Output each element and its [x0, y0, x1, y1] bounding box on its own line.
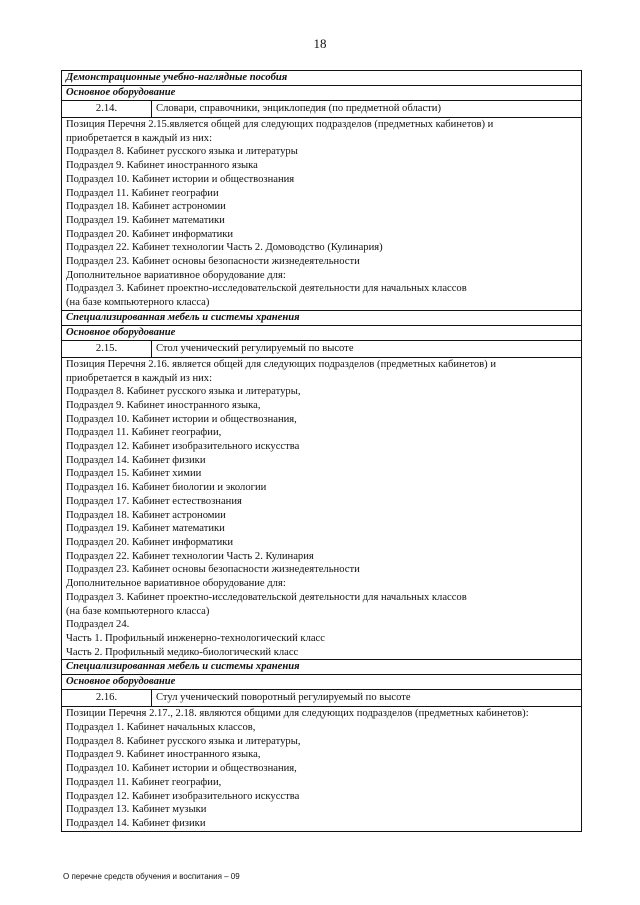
item-number: 2.14. [62, 101, 152, 118]
note-line: Подраздел 3. Кабинет проектно-исследовательской деятельности для начальных классов [66, 283, 467, 295]
note-line: Подраздел 11. Кабинет географии [66, 187, 219, 199]
note-line: (на базе компьютерного класса) [66, 605, 210, 617]
note-line: Подраздел 22. Кабинет технологии Часть 2. Кулинария [66, 550, 314, 562]
note-line: Подраздел 12. Кабинет изобразительного искусства [66, 441, 300, 453]
item-name: Словари, справочники, энциклопедия (по предметной области) [152, 101, 582, 118]
note-line: Подраздел 14. Кабинет физики [66, 817, 206, 829]
section-heading: Специализированная мебель и системы хранения [62, 660, 582, 675]
note-line: Подраздел 12. Кабинет изобразительного искусства [66, 790, 300, 802]
note-line: Часть 2. Профильный медико-биологический класс [66, 646, 299, 658]
item-number: 2.16. [62, 690, 152, 707]
footer-note: О перечне средств обучения и воспитания – 09 [63, 872, 240, 881]
note-line: Подраздел 9. Кабинет иностранного языка, [66, 399, 261, 411]
item-name: Стол ученический регулируемый по высоте [152, 340, 582, 357]
note-line: Подраздел 15. Кабинет химии [66, 468, 202, 480]
section-heading: Демонстрационные учебно-наглядные пособия [62, 71, 582, 86]
note-line: Подраздел 16. Кабинет биологии и экологии [66, 482, 267, 494]
note-line: (на базе компьютерного класса) [66, 297, 210, 309]
note-line: Подраздел 10. Кабинет истории и обществознания, [66, 413, 297, 425]
item-number: 2.15. [62, 340, 152, 357]
item-name: Стул ученический поворотный регулируемый по высоте [152, 690, 582, 707]
note-line: Позиция Перечня 2.15.является общей для следующих подразделов (предметных кабинетов) и [66, 119, 494, 130]
note-line: Подраздел 8. Кабинет русского языка и литературы, [66, 386, 301, 398]
note-line: Подраздел 24. [66, 619, 130, 631]
note-line: Позиция Перечня 2.16. является общей для следующих подразделов (предметных кабинетов) и [66, 358, 497, 370]
note-line: Подраздел 18. Кабинет астрономии [66, 201, 226, 213]
note-line: Подраздел 20. Кабинет информатики [66, 536, 234, 548]
note-cell [62, 357, 582, 659]
note-line: Подраздел 17. Кабинет естествознания [66, 495, 242, 507]
note-line: Подраздел 10. Кабинет истории и обществознания [66, 173, 295, 185]
equipment-table [61, 70, 582, 832]
note-line: Подраздел 19. Кабинет математики [66, 523, 225, 535]
page-number: 18 [313, 36, 327, 51]
note-line: Подраздел 18. Кабинет астрономии [66, 509, 226, 521]
note-line: Дополнительное вариативное оборудование для: [66, 269, 286, 281]
subsection-heading: Основное оборудование [62, 675, 582, 690]
note-cell [62, 707, 582, 831]
note-line: Подраздел 19. Кабинет математики [66, 214, 225, 226]
note-line: Подраздел 11. Кабинет географии, [66, 776, 222, 788]
note-line: Подраздел 10. Кабинет истории и обществознания, [66, 763, 297, 775]
section-heading: Специализированная мебель и системы хранения [62, 310, 582, 325]
note-line: Дополнительное вариативное оборудование для: [66, 578, 286, 590]
note-line: Подраздел 11. Кабинет географии, [66, 427, 222, 439]
subsection-heading: Основное оборудование [62, 86, 582, 101]
note-line: Подраздел 13. Кабинет музыки [66, 804, 207, 816]
note-line: Подраздел 8. Кабинет русского языка и литературы [66, 146, 298, 158]
note-line: Подраздел 14. Кабинет физики [66, 454, 206, 466]
note-line: Подраздел 8. Кабинет русского языка и литературы, [66, 735, 301, 747]
note-line: Подраздел 3. Кабинет проектно-исследовательской деятельности для начальных классов [66, 591, 467, 603]
subsection-heading: Основное оборудование [62, 325, 582, 340]
note-line: Подраздел 23. Кабинет основы безопасности жизнедеятельности [66, 256, 360, 268]
note-line: Подраздел 1. Кабинет начальных классов, [66, 722, 256, 734]
note-line: Подраздел 9. Кабинет иностранного языка [66, 160, 258, 172]
note-line: Подраздел 22. Кабинет технологии Часть 2. Домоводство (Кулинария) [66, 242, 383, 254]
note-line: приобретается в каждый из них: [66, 132, 213, 144]
note-line: Подраздел 9. Кабинет иностранного языка, [66, 749, 261, 761]
note-line: Часть 1. Профильный инженерно-технологический класс [66, 632, 325, 644]
note-cell [62, 118, 582, 311]
note-line: Позиции Перечня 2.17., 2.18. являются общими для следующих подразделов (предметных кабинетов): [66, 708, 529, 720]
note-line: приобретается в каждый из них: [66, 372, 213, 384]
note-line: Подраздел 23. Кабинет основы безопасности жизнедеятельности [66, 564, 360, 576]
note-line: Подраздел 20. Кабинет информатики [66, 228, 234, 240]
